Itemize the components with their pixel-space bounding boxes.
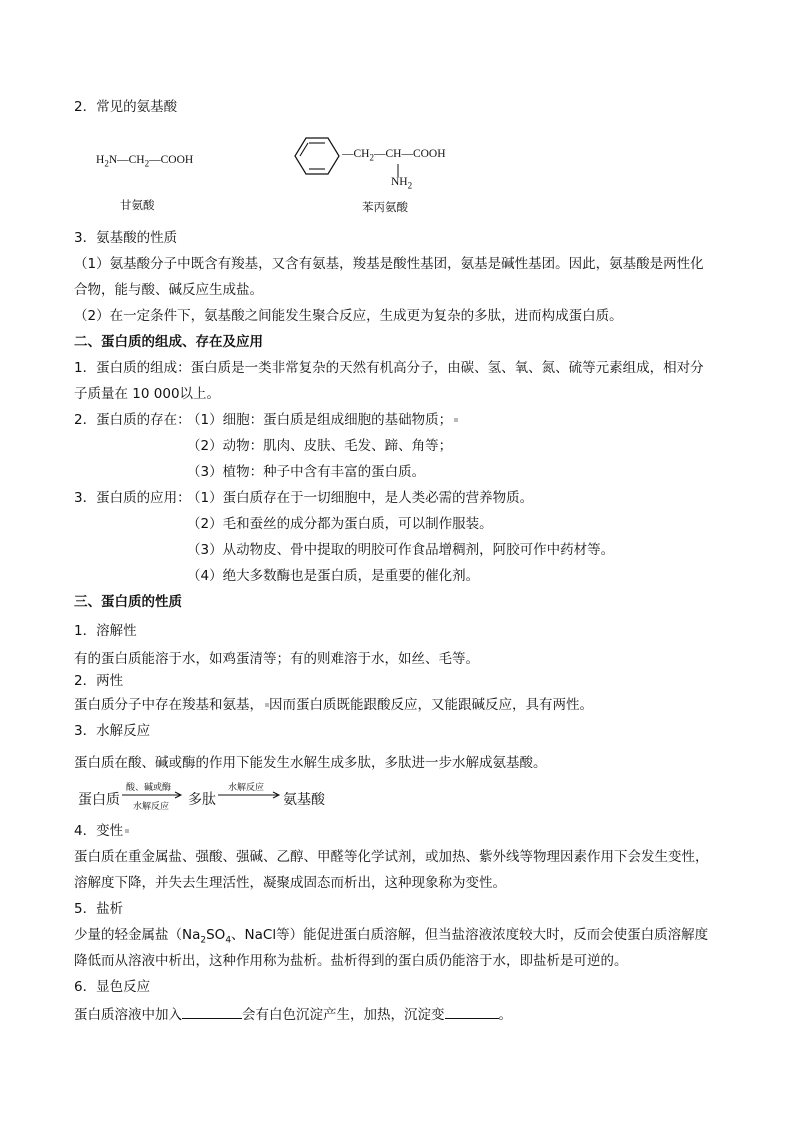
text-line: 蛋白质在酸、碱或酶的作用下能发生水解生成多肽，多肽进一步水解成氨基酸。 xyxy=(74,755,547,771)
list-item: （3）植物：种子中含有丰富的蛋白质。 xyxy=(187,464,426,480)
text-line: 蛋白质在重金属盐、强酸、强碱、乙醇、甲醛等化学试剂，或加热、紫外线等物理因素作用下会发生变性， xyxy=(74,849,709,865)
list-item: （2）动物：肌肉、皮肤、毛发、蹄、角等； xyxy=(187,438,453,454)
text-line: 溶解度下降，并失去生理活性，凝聚成固态而析出，这种现象称为变性。 xyxy=(74,875,506,891)
heading-common-amino-acids: 2．常见的氨基酸 xyxy=(74,99,178,115)
subheading-salting-out: 5．盐析 xyxy=(74,901,124,917)
fill-blank-2[interactable] xyxy=(445,1004,499,1019)
phenylalanine-name: 苯丙氨酸 xyxy=(362,202,408,214)
eq-protein: 蛋白质 xyxy=(78,793,120,808)
list-item: （4）绝大多数酶也是蛋白质，是重要的催化剂。 xyxy=(187,568,480,584)
text-line: 1．蛋白质的组成：蛋白质是一类非常复杂的天然有机高分子，由碳、氢、氧、氮、硫等元素组成，相对分 xyxy=(74,360,704,376)
heading-amino-acid-properties: 3．氨基酸的性质 xyxy=(74,230,178,246)
glycine-formula: $H_2N—CH_2—COOH$ xyxy=(96,154,194,169)
label-protein-existence: 2．蛋白质的存在： xyxy=(74,412,191,428)
heading-protein-properties: 三、蛋白质的性质 xyxy=(74,594,182,610)
benzene-ring-icon xyxy=(296,136,344,176)
subheading-solubility: 1．溶解性 xyxy=(74,623,137,639)
subheading-amphoteric: 2．两性 xyxy=(74,673,124,689)
heading-protein-composition: 二、蛋白质的组成、存在及应用 xyxy=(74,334,263,350)
phenylalanine-chain: $—CH_2—CH—COOH$ xyxy=(342,148,446,163)
text-line: 降低而从溶液中析出，这种作用称为盐析。盐析得到的蛋白质仍能溶于水，即盐析是可逆的。 xyxy=(74,953,628,969)
eq-arrow2-top: 水解反应 xyxy=(228,782,265,792)
glycine-name: 甘氨酸 xyxy=(120,200,155,212)
eq-arrow1-top: 酸、碱或酶 xyxy=(126,782,172,792)
list-item: （3）从动物皮、骨中提取的明胶可作食品增稠剂，阿胶可作中药材等。 xyxy=(187,542,615,558)
text-line: 少量的轻金属盐（$Na_2SO_4$、NaCl等）能促进蛋白质溶解，但当盐溶液浓度较大时，反而会使蛋白质溶解度 xyxy=(74,927,709,946)
text-line: 合物，能与酸、碱反应生成盐。 xyxy=(74,282,263,298)
text-line: 有的蛋白质能溶于水，如鸡蛋清等；有的则难溶于水，如丝、毛等。 xyxy=(74,651,479,667)
eq-polypeptide: 多肽 xyxy=(188,793,216,808)
list-item: （1）蛋白质存在于一切细胞中，是人类必需的营养物质。 xyxy=(187,490,534,506)
subheading-hydrolysis: 3．水解反应 xyxy=(74,723,151,739)
text-line: （1）氨基酸分子中既含有羧基，又含有氨基，羧基是酸性基团，氨基是碱性基团。因此，氨基酸是两性化 xyxy=(74,256,704,272)
phenylalanine-nh2: $NH_2$ xyxy=(391,176,413,191)
label-protein-applications: 3．蛋白质的应用： xyxy=(74,490,191,506)
text-line: 蛋白质溶液中加入 会有白色沉淀产生，加热，沉淀变 。 xyxy=(74,1004,512,1024)
list-item: （2）毛和蚕丝的成分都为蛋白质，可以制作服装。 xyxy=(187,516,493,532)
arrow-icon xyxy=(218,793,282,801)
text-line: （2）在一定条件下，氨基酸之间能发生聚合反应，生成更为复杂的多肽，进而构成蛋白质。 xyxy=(74,308,623,324)
text-line: 蛋白质分子中存在羧基和氨基， 因而蛋白质既能跟酸反应，又能跟碱反应，具有两性。 xyxy=(74,697,593,713)
eq-arrow1-bottom: 水解反应 xyxy=(133,801,170,811)
list-item: （1）细胞：蛋白质是组成细胞的基础物质； xyxy=(187,411,458,429)
subheading-denaturation: 4．变性 xyxy=(74,822,129,840)
text-line: 子质量在 10 000以上。 xyxy=(74,386,221,402)
eq-amino-acid: 氨基酸 xyxy=(283,793,325,808)
subheading-color-reaction: 6．显色反应 xyxy=(74,979,151,995)
fill-blank-1[interactable] xyxy=(182,1004,242,1019)
